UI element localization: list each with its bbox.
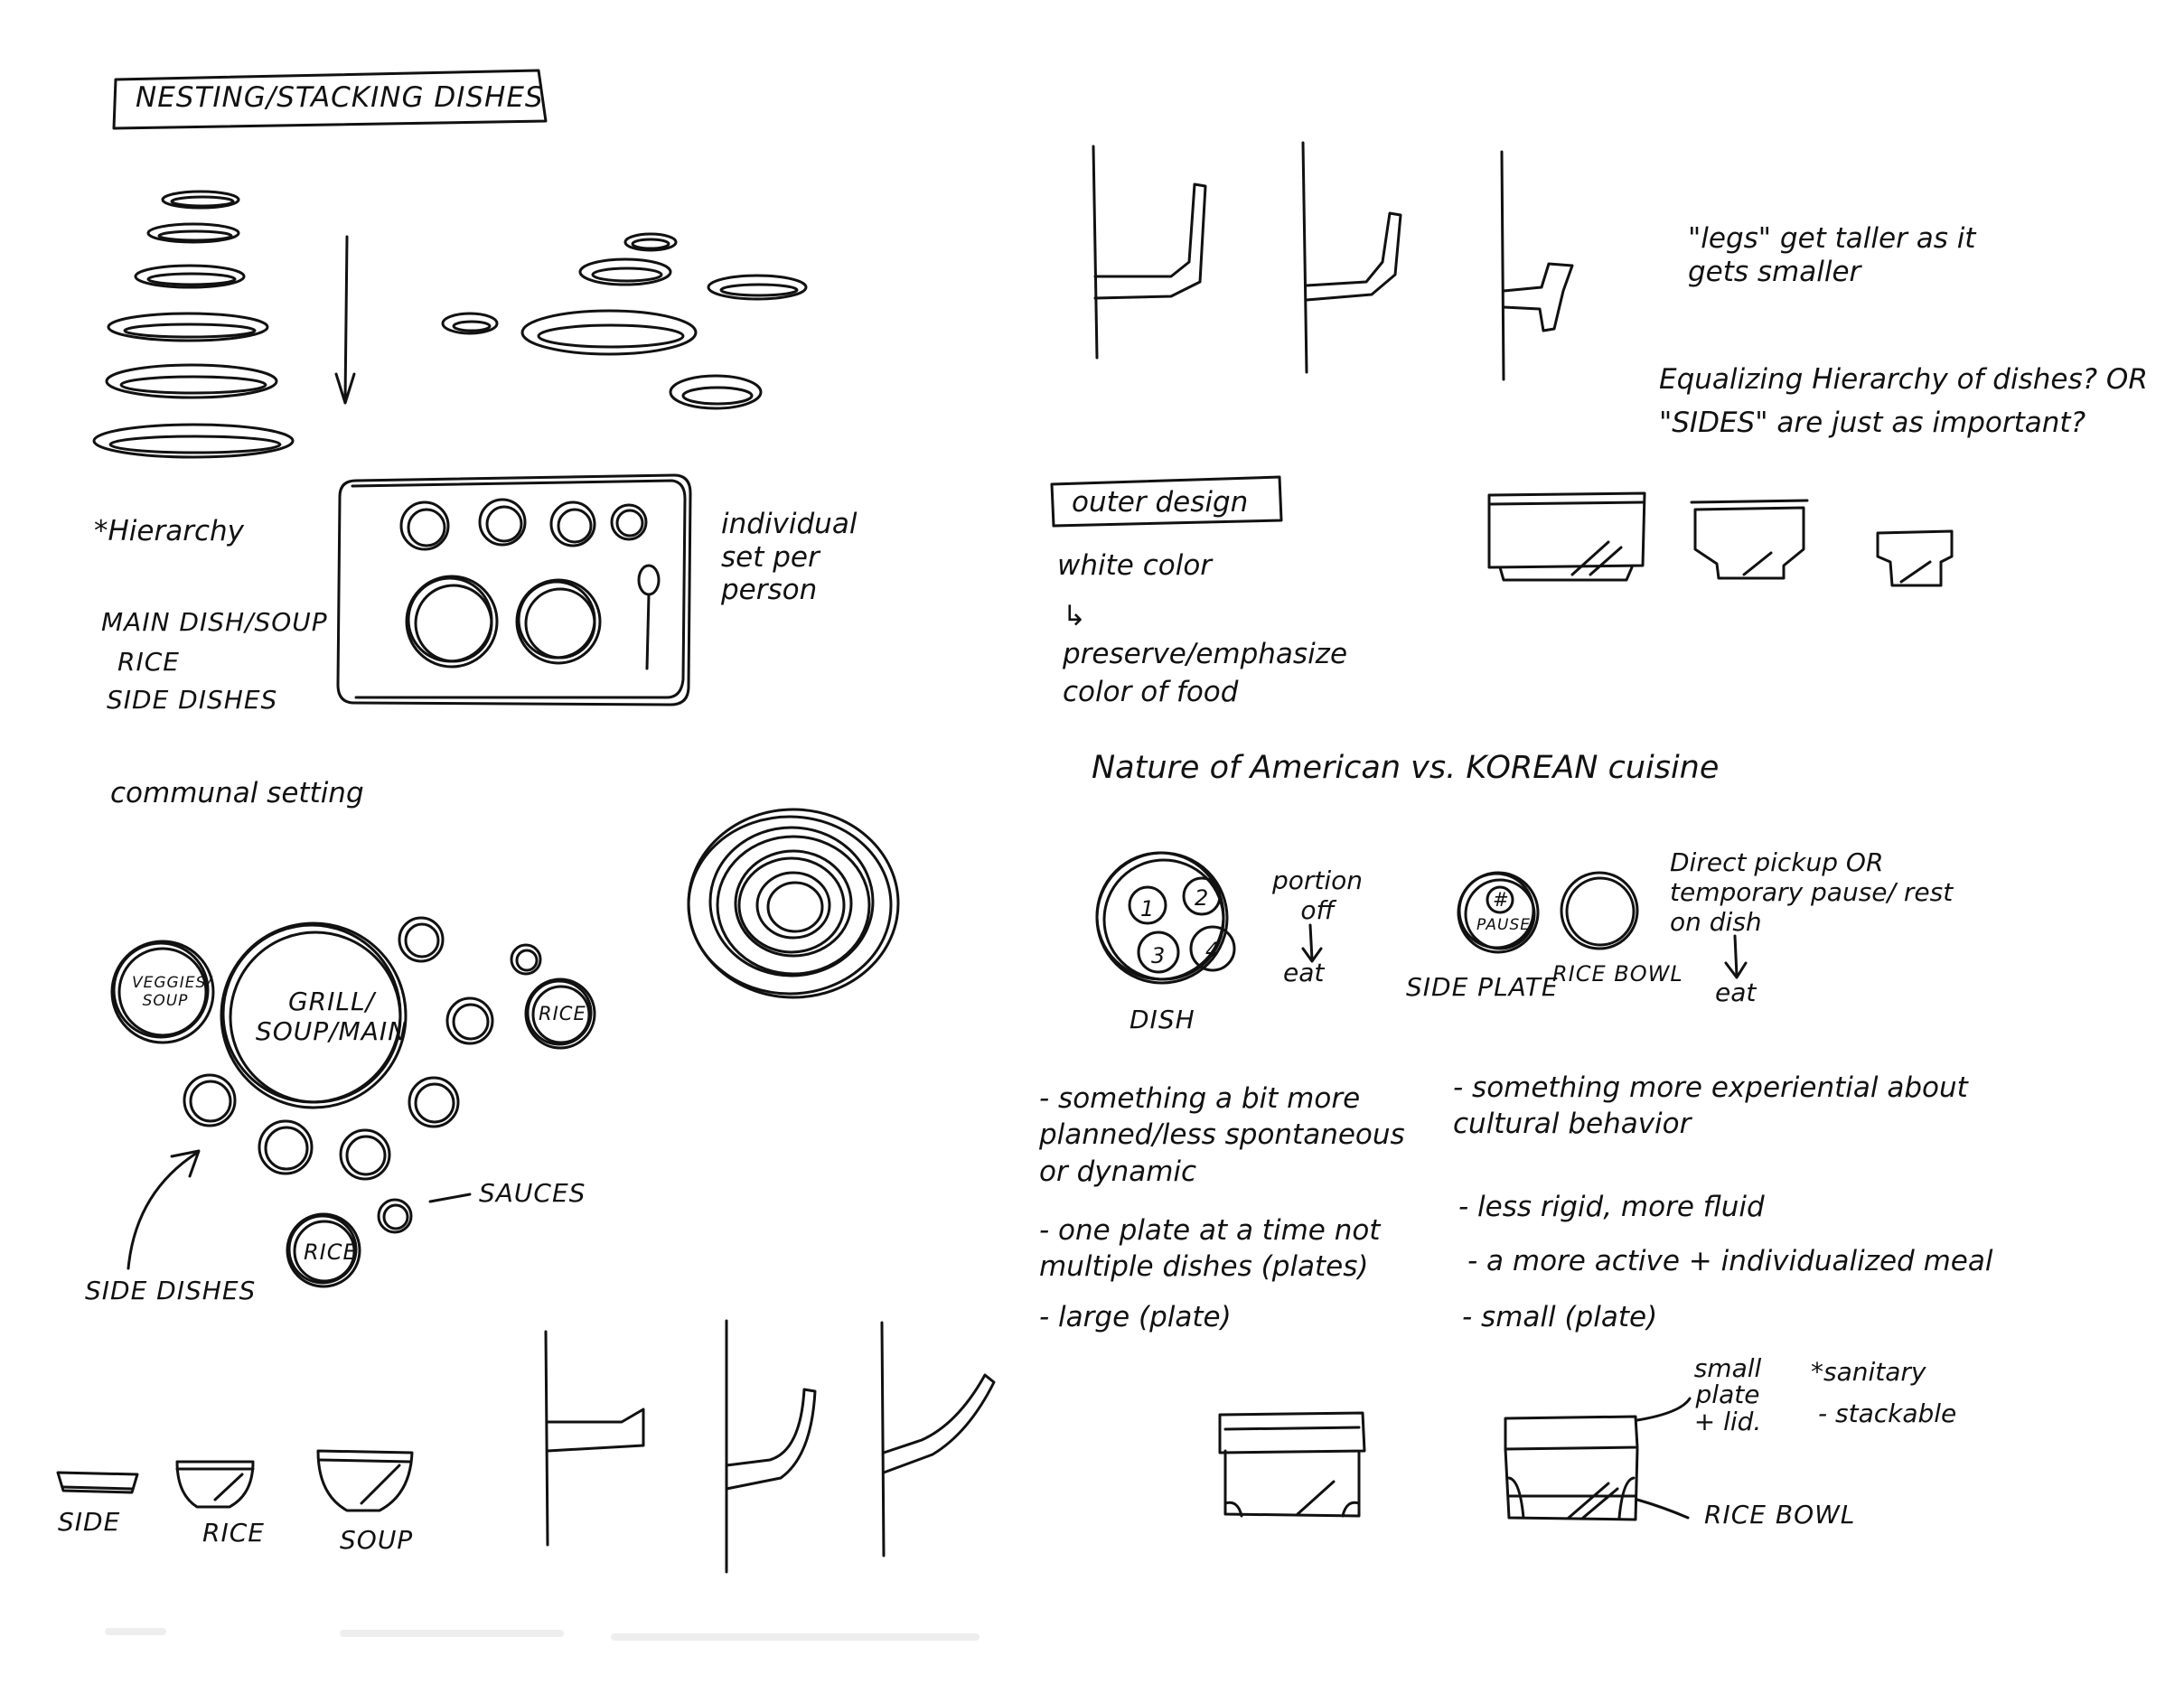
individual-set-label: individual set per person: [721, 508, 858, 607]
communal-label: communal setting: [110, 777, 364, 809]
hierarchy-item-main: MAIN DISH/SOUP: [101, 607, 328, 637]
white-color-label: white color: [1057, 549, 1213, 582]
korean-point-3: - a more active + individualized meal: [1467, 1245, 1993, 1277]
scattered-dishes-sketch: [443, 234, 806, 408]
veggies-label: VEGGIES/ SOUP: [132, 974, 212, 1011]
down-arrow: [336, 237, 354, 403]
preserve-label: ↳ preserve/emphasize color of food: [1063, 600, 1348, 708]
american-point-3: - large (plate): [1039, 1301, 1232, 1333]
side-dishes-label: SIDE DISHES: [85, 1276, 257, 1305]
portion-label: portion off: [1272, 865, 1364, 926]
rice-label-2: RICE: [304, 1239, 358, 1265]
small-plate-note: small plate + lid.: [1693, 1353, 1762, 1436]
dish-label: DISH: [1129, 1005, 1195, 1034]
side-plate-label: SIDE PLATE: [1406, 972, 1559, 1002]
nesting-dishes-sketch: [94, 192, 293, 457]
hierarchy-question: Equalizing Hierarchy of dishes? OR "SIDES" are just as important?: [1659, 363, 2148, 440]
eat-label-1: eat: [1283, 958, 1325, 987]
hierarchy-item-side: SIDE DISHES: [107, 685, 278, 715]
hierarchy-item-rice: RICE: [117, 647, 180, 677]
legs-note: "legs" get taller as it gets smaller: [1688, 222, 1976, 288]
pause-label: PAUSE: [1476, 916, 1532, 934]
korean-point-1: - something more experiential about cultural behavior: [1453, 1071, 1968, 1141]
bowl-profiles-sketch: [58, 1451, 412, 1511]
bowl-label-soup: SOUP: [340, 1525, 414, 1555]
wall-profiles-top: [1093, 143, 1572, 379]
bowl-label-side: SIDE: [58, 1507, 121, 1537]
wall-profiles-bottom: [546, 1321, 994, 1572]
individual-tray-sketch: [338, 475, 690, 705]
paper-smudges: [108, 1632, 976, 1637]
rice-bowl-note: RICE BOWL: [1704, 1500, 1856, 1529]
american-point-2: - one plate at a time not multiple dishes (plates): [1039, 1214, 1381, 1284]
korean-point-2: - less rigid, more fluid: [1458, 1191, 1765, 1223]
bowl-label-rice: RICE: [202, 1518, 265, 1548]
stacked-container-sketch: [1220, 1398, 1690, 1520]
eat-label-2: eat: [1715, 977, 1757, 1007]
direct-pickup-label: Direct pickup OR temporary pause/ rest on dish: [1670, 847, 1954, 938]
outer-design-label: outer design: [1072, 486, 1249, 519]
title-label: NESTING/STACKING DISHES: [136, 81, 544, 114]
american-point-1: - something a bit more planned/less spontaneous or dynamic: [1039, 1082, 1405, 1188]
lidded-bowls-sketch: [1489, 493, 1952, 585]
sauces-label: SAUCES: [479, 1178, 586, 1208]
rice-label-1: RICE: [539, 1003, 586, 1024]
dish-number-2: 2: [1195, 885, 1209, 911]
comparison-heading: Nature of American vs. KOREAN cuisine: [1092, 750, 1720, 786]
concentric-dish-sketch: [689, 809, 898, 997]
rice-bowl-label: RICE BOWL: [1552, 961, 1683, 987]
stackable-note: - stackable: [1818, 1398, 1957, 1428]
dish-number-3: 3: [1151, 943, 1166, 968]
dish-number-1: 1: [1140, 896, 1155, 921]
sanitary-note: *sanitary: [1811, 1357, 1926, 1387]
hierarchy-label: *Hierarchy: [94, 515, 245, 547]
pause-mark: #: [1493, 889, 1509, 911]
dish-number-4: 4: [1205, 938, 1220, 963]
korean-point-4: - small (plate): [1462, 1301, 1658, 1333]
grill-label: GRILL/ SOUP/MAIN: [255, 987, 408, 1047]
